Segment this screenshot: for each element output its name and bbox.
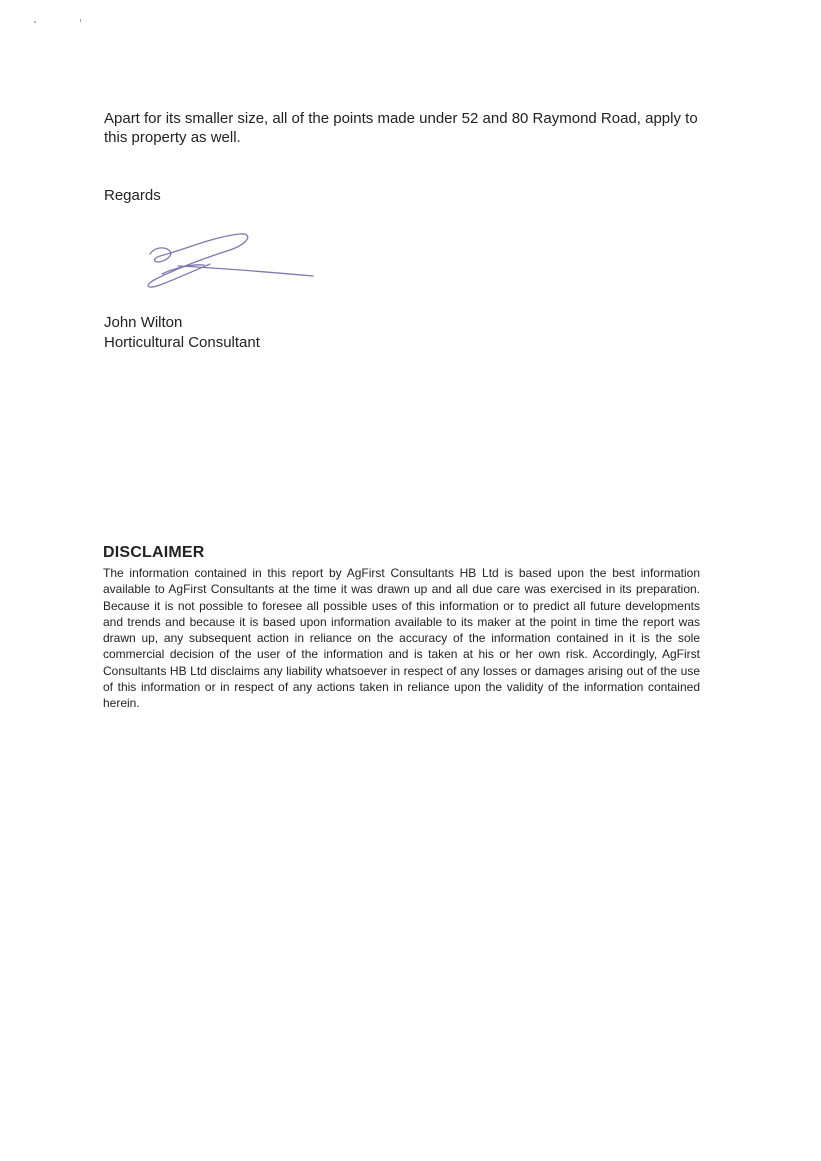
disclaimer-paragraph: The information contained in this report by AgFirst Consultants HB Ltd is based upon the best information available to AgFirst Consultants at the time it was drawn up and all due care was exercised in its preparation. Because it is not possible to foresee all possible uses of this information or to predict all future developments and trends and because it is based upon information available to its maker at the point in time the report was drawn up, any subsequent action in reliance on the accuracy of the information contained in it is the sole commercial decision of the user of the information and is taken at his or her own risk. Accordingly, AgFirst Consultants HB Ltd disclaims any liability whatsoever in respect of any losses or damages arising out of the use of this information or in respect of any actions taken in reliance upon the validity of the information contained herein. — [103, 566, 700, 711]
scan-speck — [34, 21, 36, 23]
signature-underline — [178, 266, 313, 276]
disclaimer-heading: DISCLAIMER — [103, 544, 205, 561]
signatory-name: John Wilton — [104, 314, 183, 331]
intro-paragraph: Apart for its smaller size, all of the points made under 52 and 80 Raymond Road, apply to this property as well. — [104, 110, 698, 146]
signature-stroke — [148, 234, 248, 287]
handwritten-signature — [138, 224, 323, 294]
signatory-block — [104, 313, 260, 353]
signatory-title: Horticultural Consultant — [104, 334, 260, 351]
scan-speck — [80, 19, 81, 22]
closing-regards: Regards — [104, 187, 161, 204]
